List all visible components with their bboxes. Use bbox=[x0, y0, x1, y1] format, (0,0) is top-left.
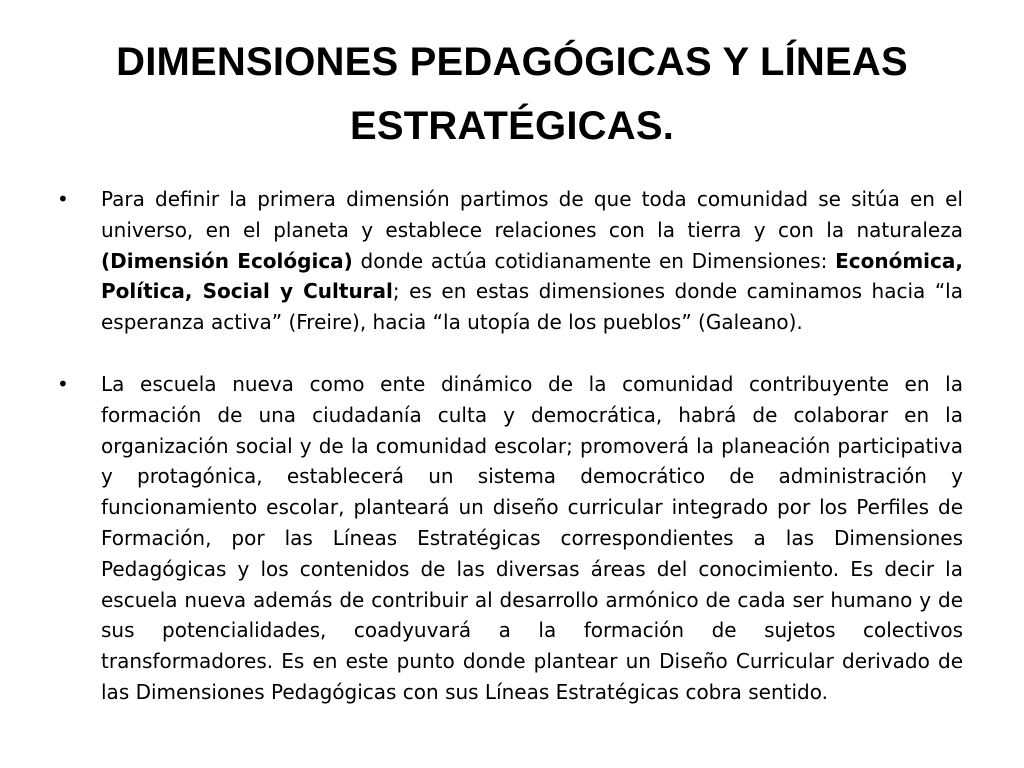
slide-title-line-1: DIMENSIONES PEDAGÓGICAS Y LÍNEAS bbox=[116, 40, 908, 84]
bullet-text bbox=[101, 372, 963, 704]
bullet-text-segment: ; es en estas dimensiones donde caminamos hacia “la esperanza activa” (Freire), hacia “la utopía de los pueblos” (Galeano). bbox=[101, 279, 963, 335]
bullet-text bbox=[101, 187, 963, 334]
bullet-text-bold-dimensions: Económica, Política, Social y Cultural bbox=[101, 248, 963, 304]
bullet-dot-icon: • bbox=[57, 371, 69, 396]
bullet-item-new-school bbox=[57, 369, 963, 708]
slide-title bbox=[30, 30, 994, 158]
slide-title-line-2: ESTRATÉGICAS. bbox=[349, 104, 675, 148]
bullet-text-segment: La escuela nueva como ente dinámico de la comunidad contribuyente en la formación de una ciudadanía culta y democrática, habrá de colaborar en la organización social y de la comunidad escolar; promoverá la planeación participativa y protagónica, establecerá un sistema democrático de administración y funcionamiento escolar, planteará un diseño curricular integrado por los Perfiles de Formación, por las Líneas Estratégicas correspondientes a las Dimensiones Pedagógicas y los contenidos de las diversas áreas del conocimiento. Es decir la escuela nueva además de contribuir al desarrollo armónico de cada ser humano y de sus potencialidades, coadyuvará a la formación de sujetos colectivos transformadores. Es en este punto donde plantear un Diseño Curricular derivado de las Dimensiones Pedagógicas con sus Líneas Estratégicas cobra sentido. bbox=[101, 371, 963, 704]
bullet-dot-icon: • bbox=[57, 187, 69, 211]
bullet-list bbox=[57, 184, 963, 708]
bullet-text-segment: donde actúa cotidianamente en Dimensiones: bbox=[352, 248, 836, 273]
bullet-text-segment: Para definir la primera dimensión partimos de que toda comunidad se sitúa en el universo, en el planeta y establece relaciones con la tierra y con la naturaleza bbox=[101, 187, 963, 242]
bullet-item-ecological-dimension bbox=[57, 184, 963, 338]
bullet-text-bold-ecological: (Dimensión Ecológica) bbox=[101, 248, 353, 273]
